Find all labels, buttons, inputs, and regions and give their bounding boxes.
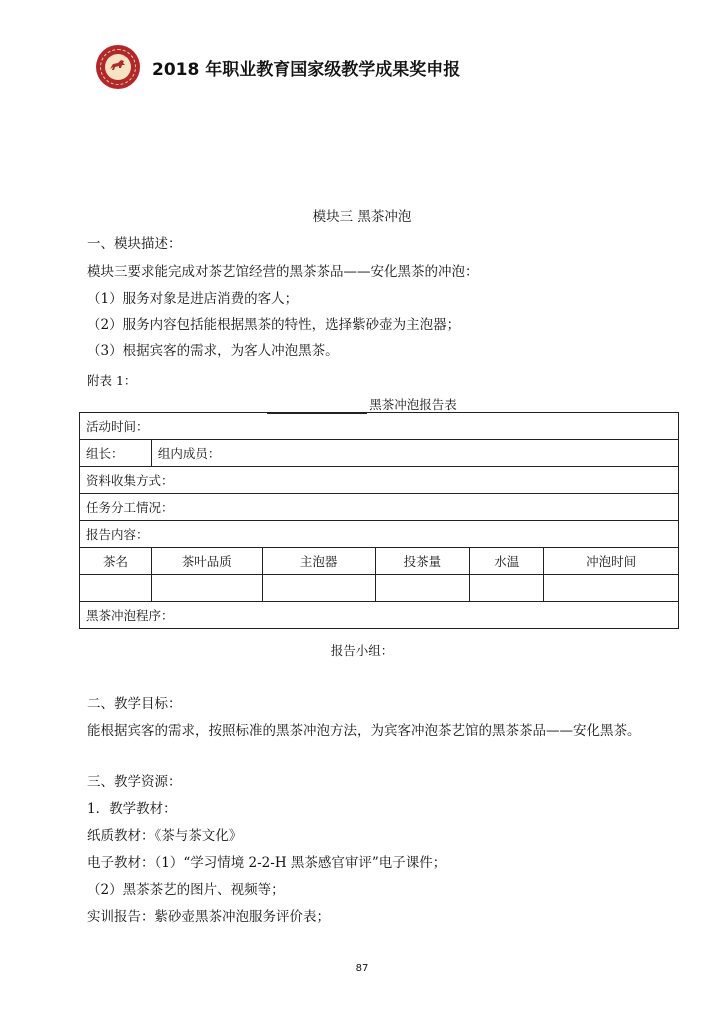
- empty-cell: [544, 575, 679, 602]
- school-emblem-icon: [96, 45, 140, 89]
- section1-heading: 一、模块描述：: [87, 236, 182, 252]
- procedure-cell: 黑茶冲泡程序：: [80, 602, 679, 629]
- column-header: 茶叶品质: [151, 548, 262, 575]
- empty-cell: [151, 575, 262, 602]
- section2-text: 能根据宾客的需求，按照标准的黑茶冲泡方法，为宾客冲泡茶艺馆的黑茶茶品——安化黑茶。: [87, 723, 641, 739]
- column-header: 水温: [470, 548, 544, 575]
- section1-item-3: （3）根据宾客的需求，为客人冲泡黑茶。: [87, 343, 339, 359]
- section2-heading: 二、教学目标：: [87, 696, 182, 712]
- page-header: [96, 44, 460, 90]
- paper-textbook: 纸质教材：《茶与茶文化》: [87, 828, 243, 844]
- report-content-cell: 报告内容：: [80, 521, 679, 548]
- report-group-label: 报告小组：: [330, 643, 394, 658]
- members-cell: 组内成员：: [151, 440, 678, 467]
- table-row: [80, 575, 679, 602]
- section3-heading: 三、教学资源：: [87, 774, 182, 790]
- column-header: 茶名: [80, 548, 152, 575]
- column-header: 冲泡时间: [544, 548, 679, 575]
- electronic-textbook-2: （2）黑茶茶艺的图片、视频等；: [87, 882, 285, 898]
- training-report: 实训报告：紫砂壶黑茶冲泡服务评价表；: [87, 909, 330, 925]
- horse-icon: [109, 59, 127, 71]
- leader-cell: 组长：: [80, 440, 152, 467]
- task-division-cell: 任务分工情况：: [80, 494, 679, 521]
- report-table: [79, 412, 679, 629]
- column-header: 主泡器: [262, 548, 375, 575]
- section1-item-1: （1）服务对象是进店消费的客人；: [87, 291, 299, 307]
- empty-cell: [80, 575, 152, 602]
- report-table-title-text: 黑茶冲泡报告表: [369, 397, 457, 412]
- data-collection-cell: 资料收集方式：: [80, 467, 679, 494]
- activity-time-cell: 活动时间：: [80, 413, 679, 440]
- column-header: 投茶量: [375, 548, 470, 575]
- section1-intro: 模块三要求能完成对茶艺馆经营的黑茶茶品——安化黑茶的冲泡：: [87, 264, 479, 280]
- electronic-textbook: 电子教材：（1）“学习情境 2-2-H 黑茶感官审评”电子课件；: [87, 855, 447, 871]
- empty-cell: [375, 575, 470, 602]
- module-title: 模块三 黑茶冲泡: [312, 209, 412, 225]
- header-title: 2018 年职业教育国家级教学成果奖申报: [152, 59, 461, 80]
- empty-cell: [470, 575, 544, 602]
- page-number: 87: [355, 963, 369, 974]
- section1-item-2: （2）服务内容包括能根据黑茶的特性，选择紫砂壶为主泡器；: [87, 317, 461, 333]
- section3-sub1: 1．教学教材：: [87, 801, 177, 817]
- empty-cell: [262, 575, 375, 602]
- appendix-label: 附表 1：: [87, 373, 137, 388]
- table-header-row: [80, 548, 679, 575]
